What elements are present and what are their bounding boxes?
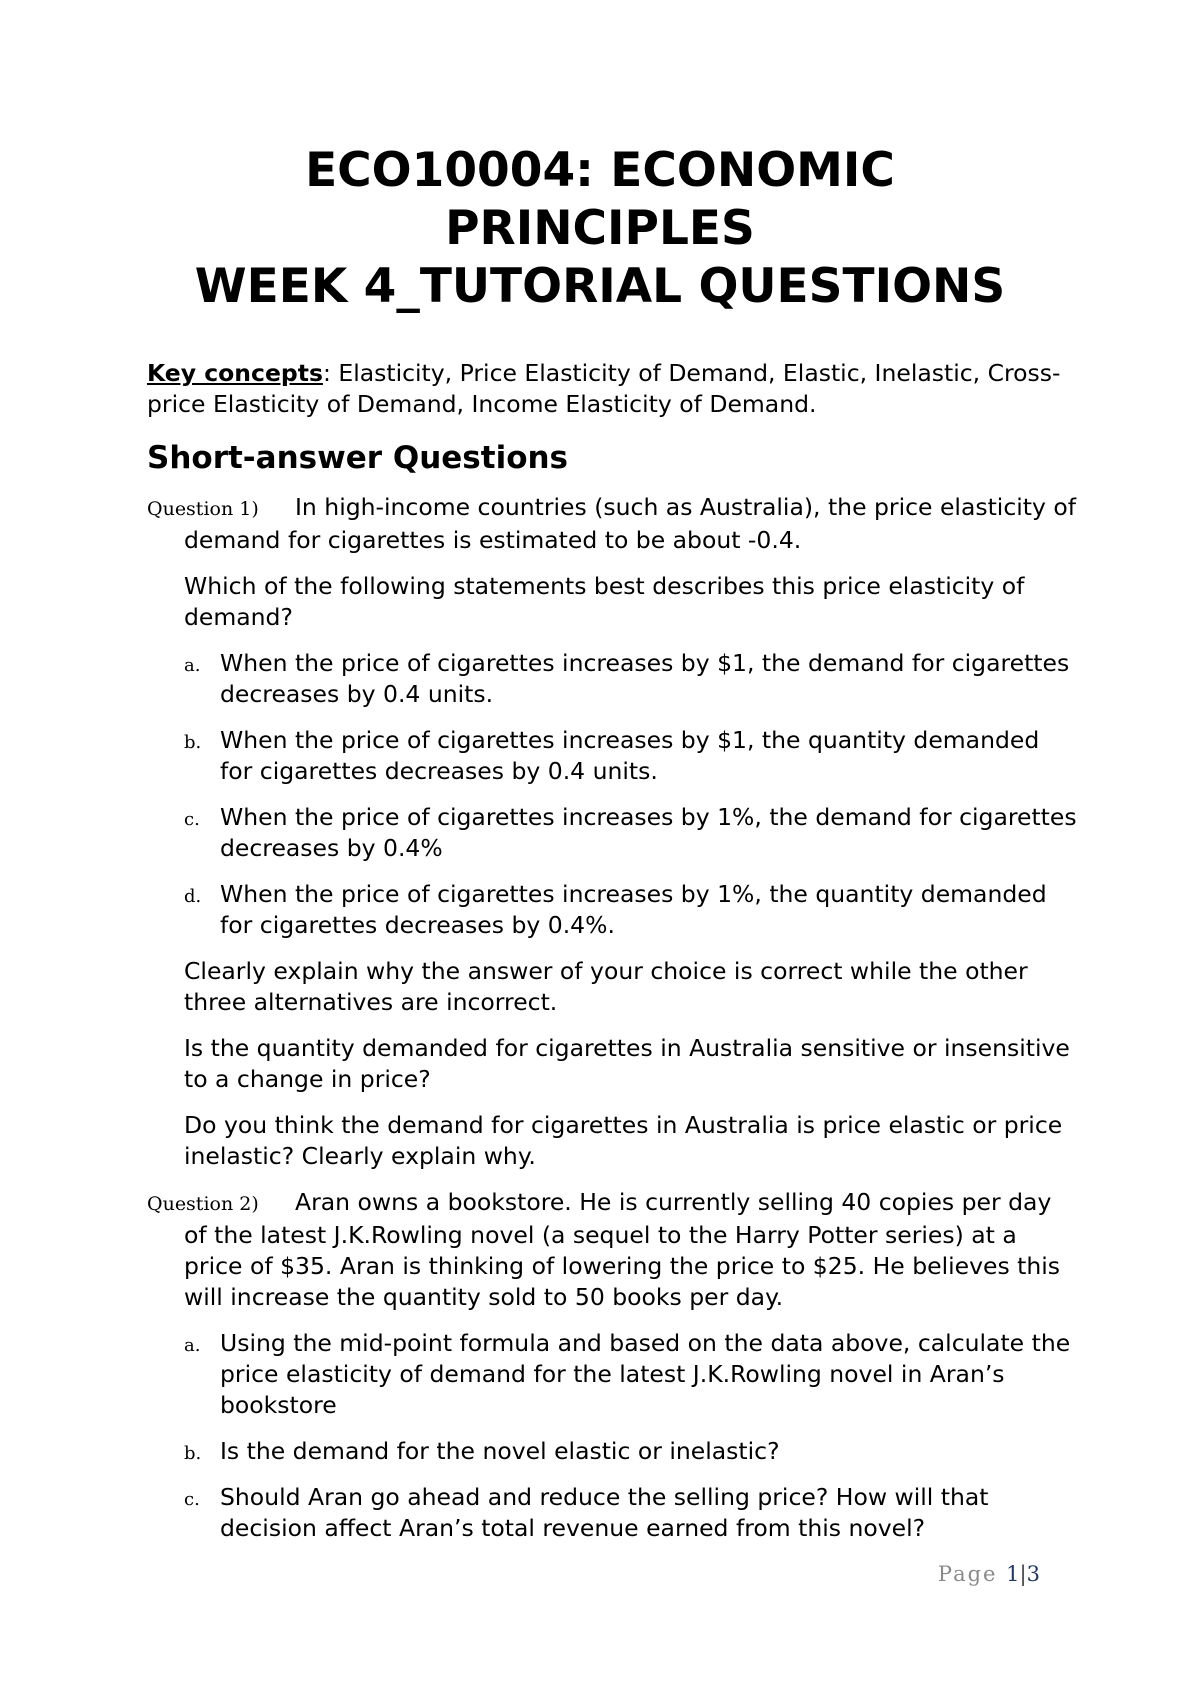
option-letter: c. — [184, 809, 200, 830]
document-title — [0, 142, 1200, 316]
section-heading: Short-answer Questions — [147, 440, 569, 476]
question-1-intro — [147, 492, 1077, 556]
question-1-text: In high-income countries (such as Australia), the price elasticity of demand for cigarettes is estimated to be about -0.4. — [184, 493, 1077, 554]
question-2-label: Question 2) — [147, 1193, 259, 1215]
question-1-followup-3: Do you think the demand for cigarettes in Australia is price elastic or price inelastic? Clearly explain why. — [184, 1111, 1063, 1170]
question-1-followup-2: Is the quantity demanded for cigarettes in Australia sensitive or insensitive to a change in price? — [184, 1034, 1070, 1093]
question-2 — [147, 1187, 1077, 1544]
question-1-prompt: Which of the following statements best describes this price elasticity of demand? — [184, 572, 1025, 631]
question-1-option-c — [184, 802, 1077, 864]
question-1 — [147, 492, 1077, 1172]
question-2-intro — [147, 1187, 1077, 1313]
option-text: When the price of cigarettes increases by 1%, the demand for cigarettes decreases by 0.4% — [220, 803, 1077, 862]
option-text: Using the mid-point formula and based on the data above, calculate the price elasticity of demand for the latest J.K.Rowling novel in Aran’s bookstore — [220, 1329, 1071, 1419]
question-1-followup-1: Clearly explain why the answer of your choice is correct while the other three alternatives are incorrect. — [184, 957, 1028, 1016]
question-1-option-b — [184, 725, 1077, 787]
option-letter: b. — [184, 732, 202, 753]
option-text: When the price of cigarettes increases by $1, the demand for cigarettes decreases by 0.4 units. — [220, 649, 1070, 708]
option-letter: a. — [184, 1335, 201, 1356]
option-text: When the price of cigarettes increases by $1, the quantity demanded for cigarettes decreases by 0.4 units. — [220, 726, 1040, 785]
option-letter: b. — [184, 1443, 202, 1464]
page-word: Page — [937, 1562, 998, 1586]
question-2-option-c — [184, 1482, 1077, 1544]
option-letter: a. — [184, 655, 201, 676]
question-2-option-a — [184, 1328, 1077, 1421]
question-1-label: Question 1) — [147, 498, 259, 520]
question-2-option-b — [184, 1436, 1077, 1467]
current-page-number: 1 — [1006, 1562, 1020, 1586]
page-separator: | — [1019, 1562, 1027, 1586]
title-line-1: ECO10004: ECONOMIC — [305, 143, 895, 198]
question-1-option-d — [184, 879, 1077, 941]
option-letter: c. — [184, 1489, 200, 1510]
total-page-count: 3 — [1026, 1562, 1040, 1586]
key-concepts — [147, 358, 1077, 420]
page-footer — [938, 1562, 1040, 1586]
question-2-text: Aran owns a bookstore. He is currently selling 40 copies per day of the latest J.K.Rowling novel (a sequel to the Harry Potter series) at a price of $35. Aran is thinking of lowering the price to $25. He believes this will increase the quantity sold to 50 books per day. — [184, 1188, 1061, 1311]
document-body — [147, 358, 1077, 1559]
title-line-3: WEEK 4_TUTORIAL QUESTIONS — [194, 259, 1006, 314]
title-line-2: PRINCIPLES — [445, 201, 755, 256]
option-letter: d. — [184, 886, 202, 907]
option-text: Should Aran go ahead and reduce the selling price? How will that decision affect Aran’s total revenue earned from this novel? — [220, 1483, 989, 1542]
question-1-option-a — [184, 648, 1077, 710]
key-concepts-text: : Elasticity, Price Elasticity of Demand, Elastic, Inelastic, Cross-price Elasticity of Demand, Income Elasticity of Demand. — [147, 359, 1061, 418]
option-text: Is the demand for the novel elastic or inelastic? — [220, 1437, 780, 1465]
key-concepts-label: Key concepts — [147, 359, 323, 387]
option-text: When the price of cigarettes increases by 1%, the quantity demanded for cigarettes decreases by 0.4%. — [220, 880, 1047, 939]
